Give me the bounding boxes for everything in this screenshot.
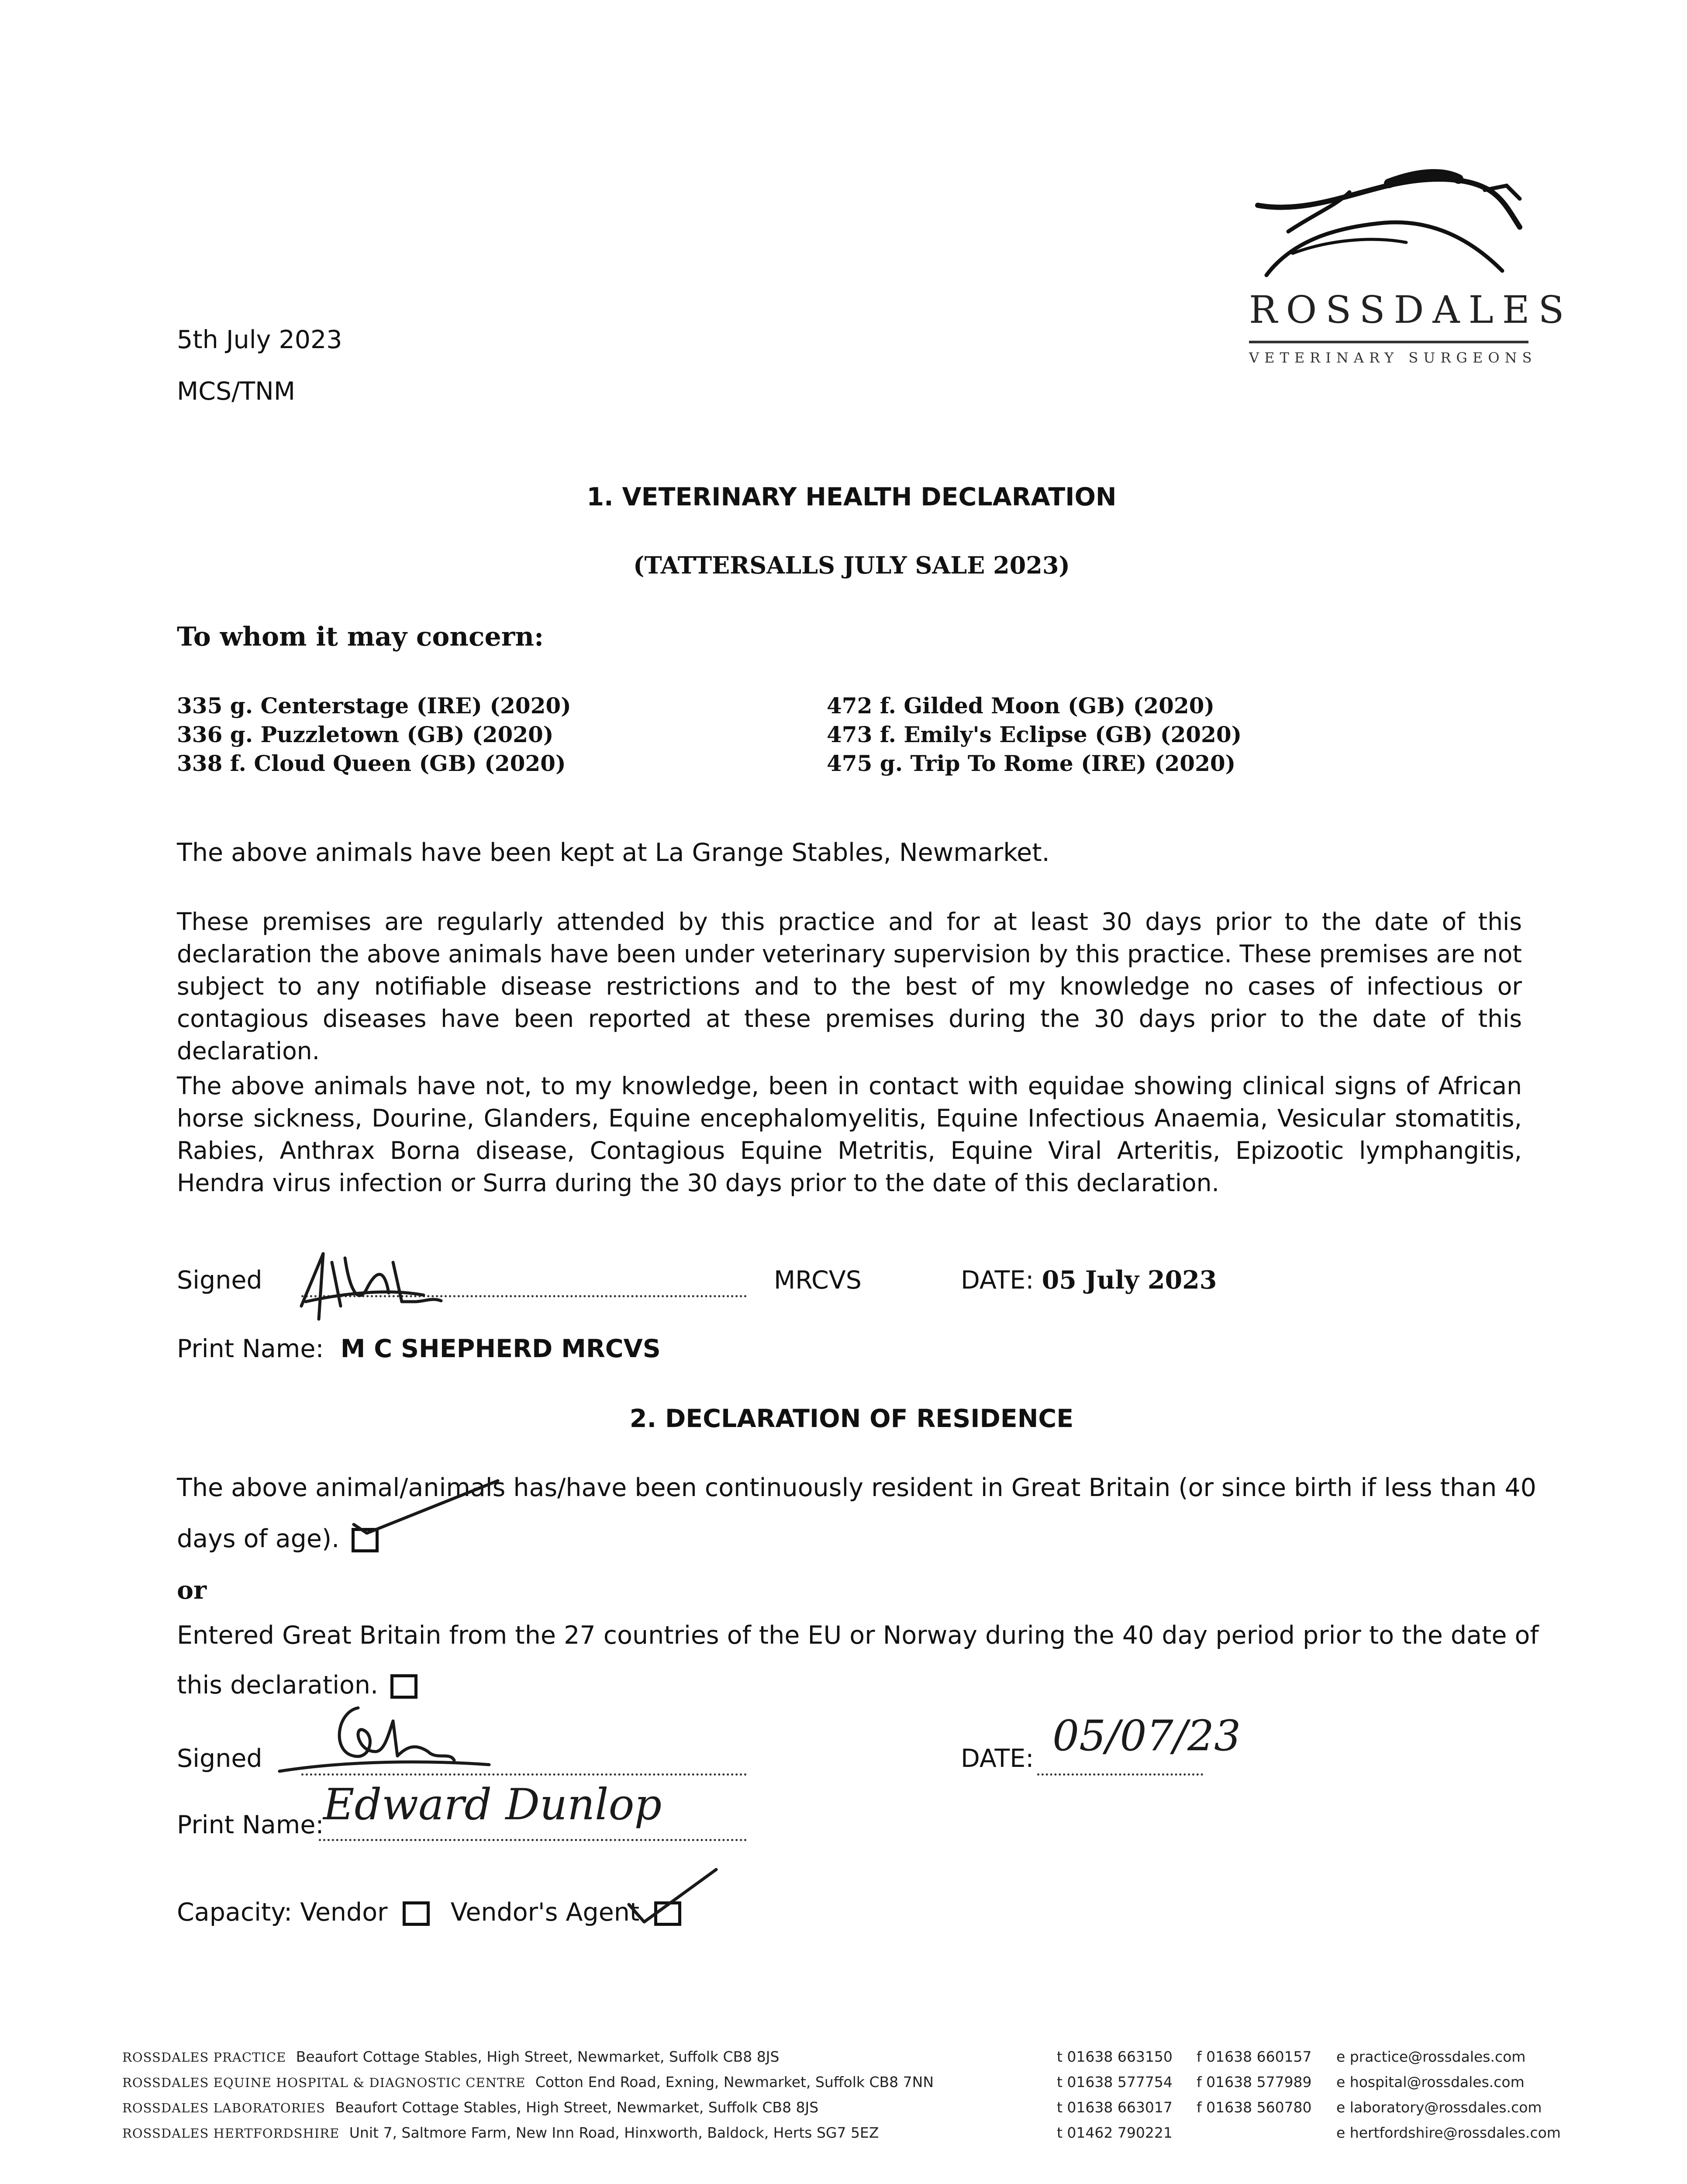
salutation: To whom it may concern: bbox=[177, 622, 544, 652]
vendor-date-handwritten: 05/07/23 bbox=[1052, 1711, 1241, 1760]
horse-logo-icon bbox=[1240, 166, 1537, 280]
footer-fax: f 01638 660157 bbox=[1197, 2048, 1312, 2065]
horse-list-left bbox=[177, 691, 832, 778]
footer-email: e practice@rossdales.com bbox=[1336, 2048, 1526, 2065]
vet-print-name-value: M C SHEPHERD MRCVS bbox=[340, 1334, 661, 1363]
footer-address: Unit 7, Saltmore Farm, New Inn Road, Hinxworth, Baldock, Herts SG7 5EZ bbox=[349, 2124, 879, 2141]
vendor-signature bbox=[271, 1695, 515, 1782]
footer-email: e hertfordshire@rossdales.com bbox=[1336, 2124, 1561, 2141]
footer-row bbox=[122, 2095, 1607, 2120]
list-item: 475 g. Trip To Rome (IRE) (2020) bbox=[827, 750, 1236, 776]
vendor-print-name-label: Print Name: bbox=[177, 1811, 324, 1839]
paragraph-diseases: The above animals have not, to my knowledge, been in contact with equidae showing clinical signs of African horse sickness, Dourine, Glanders, Equine encephalomyelitis, Equine Infectious Anaemia, Vesicular stomatitis, Rabies, Anthrax Borna disease, Contagious Equine Metritis, Equine Viral Arteritis, Epizootic lymphangitis, Hendra virus infection or Surra during the 30 days prior to the date of this declaration. bbox=[177, 1072, 1522, 1197]
vendor-print-name-line bbox=[319, 1839, 747, 1841]
vendor-date bbox=[961, 1742, 1034, 1775]
logo-wordmark: ROSSDALES bbox=[1249, 288, 1573, 332]
letter-date: 5th July 2023 bbox=[177, 325, 342, 354]
paragraph-supervision: These premises are regularly attended by this practice and for at least 30 days prior to the date of this declaration the above animals have been under veterinary supervision by this practice. These premises are not subject to any notifiable disease restrictions and to the best of my knowledge no cases of infectious or contagious diseases have been reported at these premises during the 30 days prior to the date of this declaration. bbox=[177, 908, 1522, 1065]
footer-row bbox=[122, 2070, 1607, 2095]
footer-org-name: ROSSDALES PRACTICE bbox=[122, 2050, 286, 2065]
footer-row bbox=[122, 2120, 1607, 2146]
vendor-agent-tick-mark bbox=[624, 1861, 729, 1931]
residence-option2-text: this declaration. bbox=[177, 1671, 379, 1700]
vendor-print-name-handwritten: Edward Dunlop bbox=[323, 1780, 662, 1830]
footer-org-name: ROSSDALES EQUINE HOSPITAL & DIAGNOSTIC CENTRE bbox=[122, 2075, 526, 2090]
list-item: 336 g. Puzzletown (GB) (2020) bbox=[177, 722, 554, 747]
letter-reference: MCS/TNM bbox=[177, 377, 296, 406]
list-item: 472 f. Gilded Moon (GB) (2020) bbox=[827, 693, 1215, 719]
footer-address: Cotton End Road, Exning, Newmarket, Suffolk CB8 7NN bbox=[535, 2073, 934, 2091]
list-item: 473 f. Emily's Eclipse (GB) (2020) bbox=[827, 722, 1242, 747]
paragraph-premises: The above animals have been kept at La Grange Stables, Newmarket. bbox=[177, 838, 1050, 867]
residence-option1-text: days of age). bbox=[177, 1524, 340, 1553]
footer-contacts bbox=[122, 2044, 1607, 2146]
list-item: 335 g. Centerstage (IRE) (2020) bbox=[177, 693, 571, 719]
logo-tagline: VETERINARY SURGEONS bbox=[1249, 349, 1537, 366]
vet-date-value: 05 July 2023 bbox=[1042, 1265, 1217, 1295]
mrcvs-label: MRCVS bbox=[774, 1266, 862, 1295]
footer-email: e hospital@rossdales.com bbox=[1336, 2073, 1525, 2091]
vendor-date-line bbox=[1037, 1773, 1203, 1776]
capacity-vendor-agent-label: Vendor's Agent bbox=[450, 1898, 640, 1927]
residence-option1-line2 bbox=[177, 1522, 379, 1555]
footer-tel: t 01638 577754 bbox=[1057, 2073, 1173, 2091]
vet-date-label: DATE: bbox=[961, 1266, 1034, 1295]
capacity-vendor-label: Capacity: Vendor bbox=[177, 1898, 388, 1927]
rossdales-logo bbox=[1240, 166, 1573, 376]
section2-title: 2. DECLARATION OF RESIDENCE bbox=[629, 1404, 1074, 1433]
footer-tel: t 01462 790221 bbox=[1057, 2124, 1173, 2141]
footer-tel: t 01638 663017 bbox=[1057, 2099, 1173, 2116]
footer-org-name: ROSSDALES LABORATORIES bbox=[122, 2101, 326, 2115]
horse-list-right bbox=[827, 691, 1482, 778]
footer-address: Beaufort Cottage Stables, High Street, Newmarket, Suffolk CB8 8JS bbox=[296, 2048, 780, 2065]
vendor-signed-label: Signed bbox=[177, 1744, 262, 1773]
vet-print-name bbox=[177, 1332, 661, 1365]
vendor-date-label: DATE: bbox=[961, 1744, 1034, 1773]
footer-tel: t 01638 663150 bbox=[1057, 2048, 1173, 2065]
footer-fax: f 01638 560780 bbox=[1197, 2099, 1312, 2116]
section1-title: 1. VETERINARY HEALTH DECLARATION bbox=[586, 483, 1117, 511]
footer-email: e laboratory@rossdales.com bbox=[1336, 2099, 1542, 2116]
capacity-row bbox=[177, 1896, 681, 1929]
vet-signed-label: Signed bbox=[177, 1266, 262, 1295]
residence-option2-line1: Entered Great Britain from the 27 countries of the EU or Norway during the 40 day period prior to the date of bbox=[177, 1621, 1539, 1650]
residence-option1-line1: The above animal/animals has/have been continuously resident in Great Britain (or since birth if less than 40 bbox=[177, 1473, 1536, 1502]
footer-fax: f 01638 577989 bbox=[1197, 2073, 1312, 2091]
vet-signature bbox=[293, 1236, 476, 1324]
section1-subtitle: (TATTERSALLS JULY SALE 2023) bbox=[633, 551, 1070, 579]
footer-address: Beaufort Cottage Stables, High Street, Newmarket, Suffolk CB8 8JS bbox=[335, 2099, 819, 2116]
vet-print-name-label: Print Name: bbox=[177, 1334, 324, 1363]
vet-date bbox=[961, 1264, 1217, 1297]
vendor-checkbox[interactable] bbox=[403, 1901, 430, 1926]
resident-tick-mark bbox=[349, 1472, 507, 1542]
footer-row bbox=[122, 2044, 1607, 2070]
or-label: or bbox=[177, 1576, 207, 1605]
footer-org-name: ROSSDALES HERTFORDSHIRE bbox=[122, 2126, 340, 2141]
list-item: 338 f. Cloud Queen (GB) (2020) bbox=[177, 750, 566, 776]
logo-rule bbox=[1249, 341, 1528, 343]
